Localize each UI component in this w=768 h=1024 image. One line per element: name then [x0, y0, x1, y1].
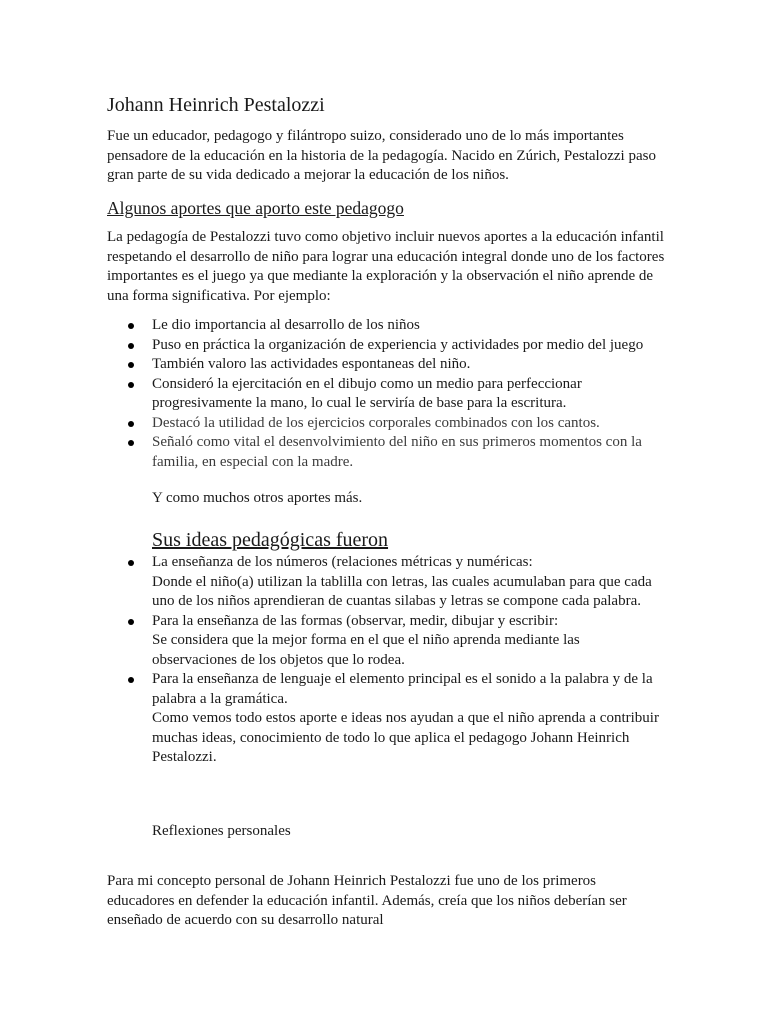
reflection-heading: Reflexiones personales [152, 823, 291, 839]
list-item: Para la enseñanza de lenguaje el elemento principal es el sonido a la palabra y de la palabra a la gramática. Como vemos todo estos aporte e ideas nos ayudan a que el niño aprenda a contribuir muchas ideas, conocimiento de todo lo que aplica el pedagogo Johann Heinrich Pestalozzi. [107, 670, 667, 768]
aportes-paragraph: La pedagogía de Pestalozzi tuvo como objetivo incluir nuevos aportes a la educación infantil respetando el desarrollo de niño para lograr una educación integral donde uno de los factores importantes es el juego ya que mediante la exploración y la observación el niño aprende de una forma significativa. Por ejemplo: [107, 229, 665, 304]
document-title: Johann Heinrich Pestalozzi [107, 94, 325, 116]
aportes-bullet-list [107, 316, 667, 472]
bullet-icon [128, 421, 134, 427]
bullet-icon [128, 440, 134, 446]
list-item: Puso en práctica la organización de experiencia y actividades por medio del juego [107, 336, 667, 356]
bullet-icon [128, 619, 134, 625]
aportes-closing: Y como muchos otros aportes más. [152, 490, 363, 506]
list-item: Consideró la ejercitación en el dibujo como un medio para perfeccionar progresivamente la mano, lo cual le serviría de base para la escritura. [107, 375, 667, 414]
bullet-icon [128, 382, 134, 388]
bullet-icon [128, 362, 134, 368]
reflection-paragraph: Para mi concepto personal de Johann Heinrich Pestalozzi fue uno de los primeros educadores en defender la educación infantil. Además, creía que los niños deberían ser enseñado de acuerdo con su desarrollo natural [107, 873, 627, 928]
bullet-icon [128, 323, 134, 329]
bullet-icon [128, 560, 134, 566]
list-item: También valoro las actividades espontaneas del niño. [107, 355, 667, 375]
list-item: Señaló como vital el desenvolvimiento del niño en sus primeros momentos con la familia, en especial con la madre. [107, 433, 667, 472]
bullet-icon [128, 677, 134, 683]
ideas-bullet-list [107, 553, 667, 768]
list-item: La enseñanza de los números (relaciones métricas y numéricas: Donde el niño(a) utilizan la tablilla con letras, las cuales acumulaban para que cada uno de los niños aprendieran de cuantas silabas y letras se compone cada palabra. [107, 553, 667, 612]
section-heading-aportes: Algunos aportes que aporto este pedagogo [107, 198, 404, 218]
section-heading-ideas: Sus ideas pedagógicas fueron [152, 529, 389, 551]
list-item: Le dio importancia al desarrollo de los niños [107, 316, 667, 336]
intro-paragraph: Fue un educador, pedagogo y filántropo suizo, considerado uno de lo más importantes pensadore de la educación en la historia de la pedagogía. Nacido en Zúrich, Pestalozzi paso gran parte de su vida dedicado a mejorar la educación de los niños. [107, 128, 656, 183]
list-item: Destacó la utilidad de los ejercicios corporales combinados con los cantos. [107, 414, 667, 434]
bullet-icon [128, 343, 134, 349]
list-item: Para la enseñanza de las formas (observar, medir, dibujar y escribir: Se considera que la mejor forma en el que el niño aprenda mediante las observaciones de los objetos que lo rodea. [107, 612, 667, 671]
